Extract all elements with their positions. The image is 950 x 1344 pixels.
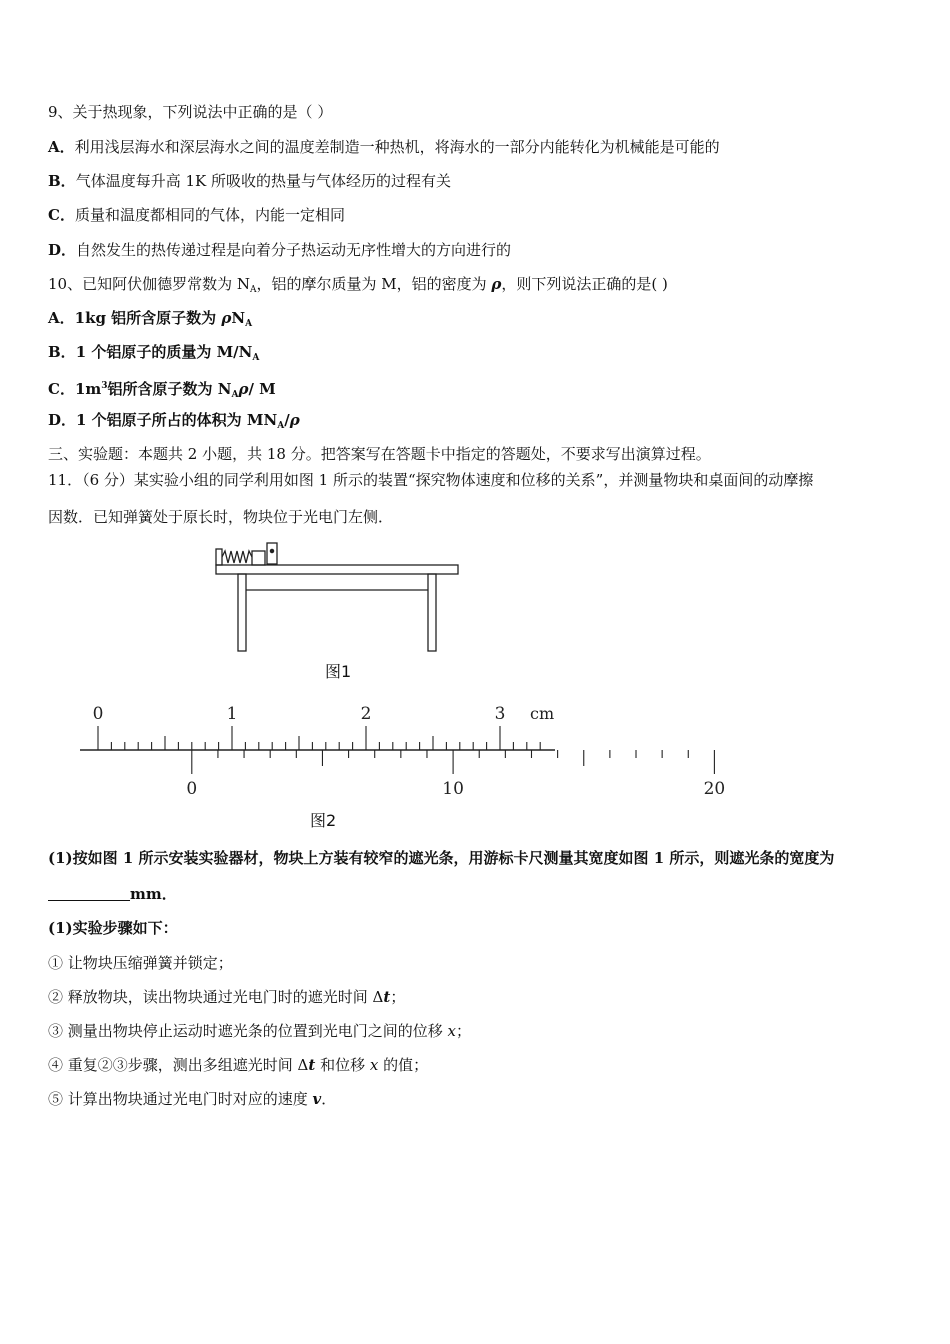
step-text: ④ 重复②③步骤，测出多组遮光时间 Δ xyxy=(48,1056,309,1074)
option-text: 自然发生的热传递过程是向着分子热运动无序性增大的方向进行的 xyxy=(76,241,512,259)
step-text: ； xyxy=(456,1022,472,1040)
figure-2-caption: 图2 xyxy=(310,811,337,830)
stem-part: ，铝的摩尔质量为 M，铝的密度为 xyxy=(256,275,492,293)
option-text: 1m xyxy=(74,380,102,398)
rho-symbol: ρ xyxy=(221,309,232,327)
answer-unit: mm． xyxy=(130,885,177,903)
vernier-label: 0 xyxy=(186,779,198,799)
q11-step-5 xyxy=(48,1089,336,1109)
stem-part: ，则下列说法正确的是( ) xyxy=(501,275,668,293)
step-text: 的值； xyxy=(378,1056,429,1074)
subscript: A xyxy=(252,353,260,363)
option-text: 1kg 铝所含原子数为 xyxy=(74,309,222,327)
option-text: 质量和温度都相同的气体，内能一定相同 xyxy=(74,206,345,224)
option-label: A． xyxy=(48,309,75,327)
figure-1-caption: 图1 xyxy=(325,662,352,681)
q10-option-c xyxy=(48,376,276,405)
photogate xyxy=(267,543,277,564)
q10-option-a xyxy=(48,308,252,334)
subscript: A xyxy=(277,421,285,431)
step-text: 和位移 xyxy=(315,1056,370,1074)
slider-block xyxy=(252,551,265,565)
q10-option-d xyxy=(48,410,300,436)
step-text: ； xyxy=(390,988,406,1006)
variable: t xyxy=(308,1056,316,1074)
q11-step-1: ① 让物块压缩弹簧并锁定； xyxy=(48,954,233,972)
variable: x xyxy=(369,1056,379,1074)
step-text: ② 释放物块，读出物块通过光电门时的遮光时间 Δ xyxy=(48,988,384,1006)
vernier-label: 20 xyxy=(703,779,726,799)
variable: t xyxy=(383,988,391,1006)
q11-part2-title: (1)实验步骤如下： xyxy=(48,919,178,937)
figure-1-apparatus xyxy=(210,540,465,655)
q11-step-4 xyxy=(48,1055,428,1075)
q9-option-d xyxy=(48,240,511,260)
stem-part: 10、已知阿伏伽德罗常数为 N xyxy=(48,275,250,293)
subscript: A xyxy=(231,390,239,400)
q11-step-3 xyxy=(48,1021,471,1041)
vernier-label: 10 xyxy=(442,779,464,799)
unit-label: cm xyxy=(530,704,555,723)
option-label: B． xyxy=(48,343,76,361)
option-text: N xyxy=(231,309,246,327)
option-text: 利用浅层海水和深层海水之间的温度差制造一种热机，将海水的一部分内能转化为机械能是可能的 xyxy=(74,138,720,156)
step-text: ． xyxy=(321,1090,337,1108)
q10-option-b xyxy=(48,342,259,368)
main-scale-label: 0 xyxy=(92,704,104,724)
wall-block xyxy=(216,549,222,565)
option-label: B． xyxy=(48,172,76,190)
main-scale-label: 1 xyxy=(226,704,238,724)
q11-stem-line2: 因数．已知弹簧处于原长时，物块位于光电门左侧． xyxy=(48,508,394,526)
table-leg-right xyxy=(428,574,436,651)
step-text: ③ 测量出物块停止运动时遮光条的位置到光电门之间的位移 xyxy=(48,1022,448,1040)
variable: x xyxy=(447,1022,457,1040)
option-label: D． xyxy=(48,411,77,429)
option-label: A． xyxy=(48,138,75,156)
rho-symbol: ρ xyxy=(491,275,502,293)
table-leg-left xyxy=(238,574,246,651)
subscript: A xyxy=(245,319,253,329)
section-heading: 三、实验题：本题共 2 小题，共 18 分。把答案写在答题卡中指定的答题处，不要求写出演算过程。 xyxy=(48,445,711,463)
superscript: 3 xyxy=(101,381,108,391)
q9-option-a xyxy=(48,137,720,157)
figure-2-caliper-scale xyxy=(60,695,726,805)
rho-symbol: ρ xyxy=(238,380,249,398)
option-text: 气体温度每升高 1K 所吸收的热量与气体经历的过程有关 xyxy=(75,172,451,190)
answer-blank[interactable] xyxy=(48,886,130,901)
option-text: 1 个铝原子所占的体积为 MN xyxy=(76,411,278,429)
q9-option-c xyxy=(48,205,345,225)
q11-part1-answer xyxy=(48,884,177,904)
q11-part1-line1: (1)按如图 1 所示安装实验器材，物块上方装有较窄的遮光条，用游标卡尺测量其宽度如图 1 所示，则遮光条的宽度为 xyxy=(48,849,835,867)
option-label: C． xyxy=(48,380,75,398)
q10-stem xyxy=(48,274,668,300)
option-text: / M xyxy=(248,380,276,398)
option-text: 1 个铝原子的质量为 M/N xyxy=(75,343,253,361)
q9-option-b xyxy=(48,171,451,191)
step-text: ⑤ 计算出物块通过光电门时对应的速度 xyxy=(48,1090,313,1108)
main-scale-label: 3 xyxy=(494,704,506,724)
option-text: 铝所含原子数为 N xyxy=(107,380,232,398)
rho-symbol: ρ xyxy=(289,411,300,429)
main-scale-label: 2 xyxy=(360,704,372,724)
q11-step-2 xyxy=(48,987,405,1007)
q9-stem: 9、关于热现象，下列说法中正确的是（ ） xyxy=(48,103,333,121)
option-label: C． xyxy=(48,206,75,224)
q11-stem-line1: 11．（6 分）某实验小组的同学利用如图 1 所示的装置“探究物体速度和位移的关系”，并测量物块和桌面间的动摩擦 xyxy=(48,471,814,489)
table-top xyxy=(216,565,458,574)
stem-subscript: A xyxy=(249,285,257,295)
option-label: D． xyxy=(48,241,77,259)
spring xyxy=(222,551,252,563)
option-text: / xyxy=(284,411,290,429)
variable: v xyxy=(312,1090,322,1108)
